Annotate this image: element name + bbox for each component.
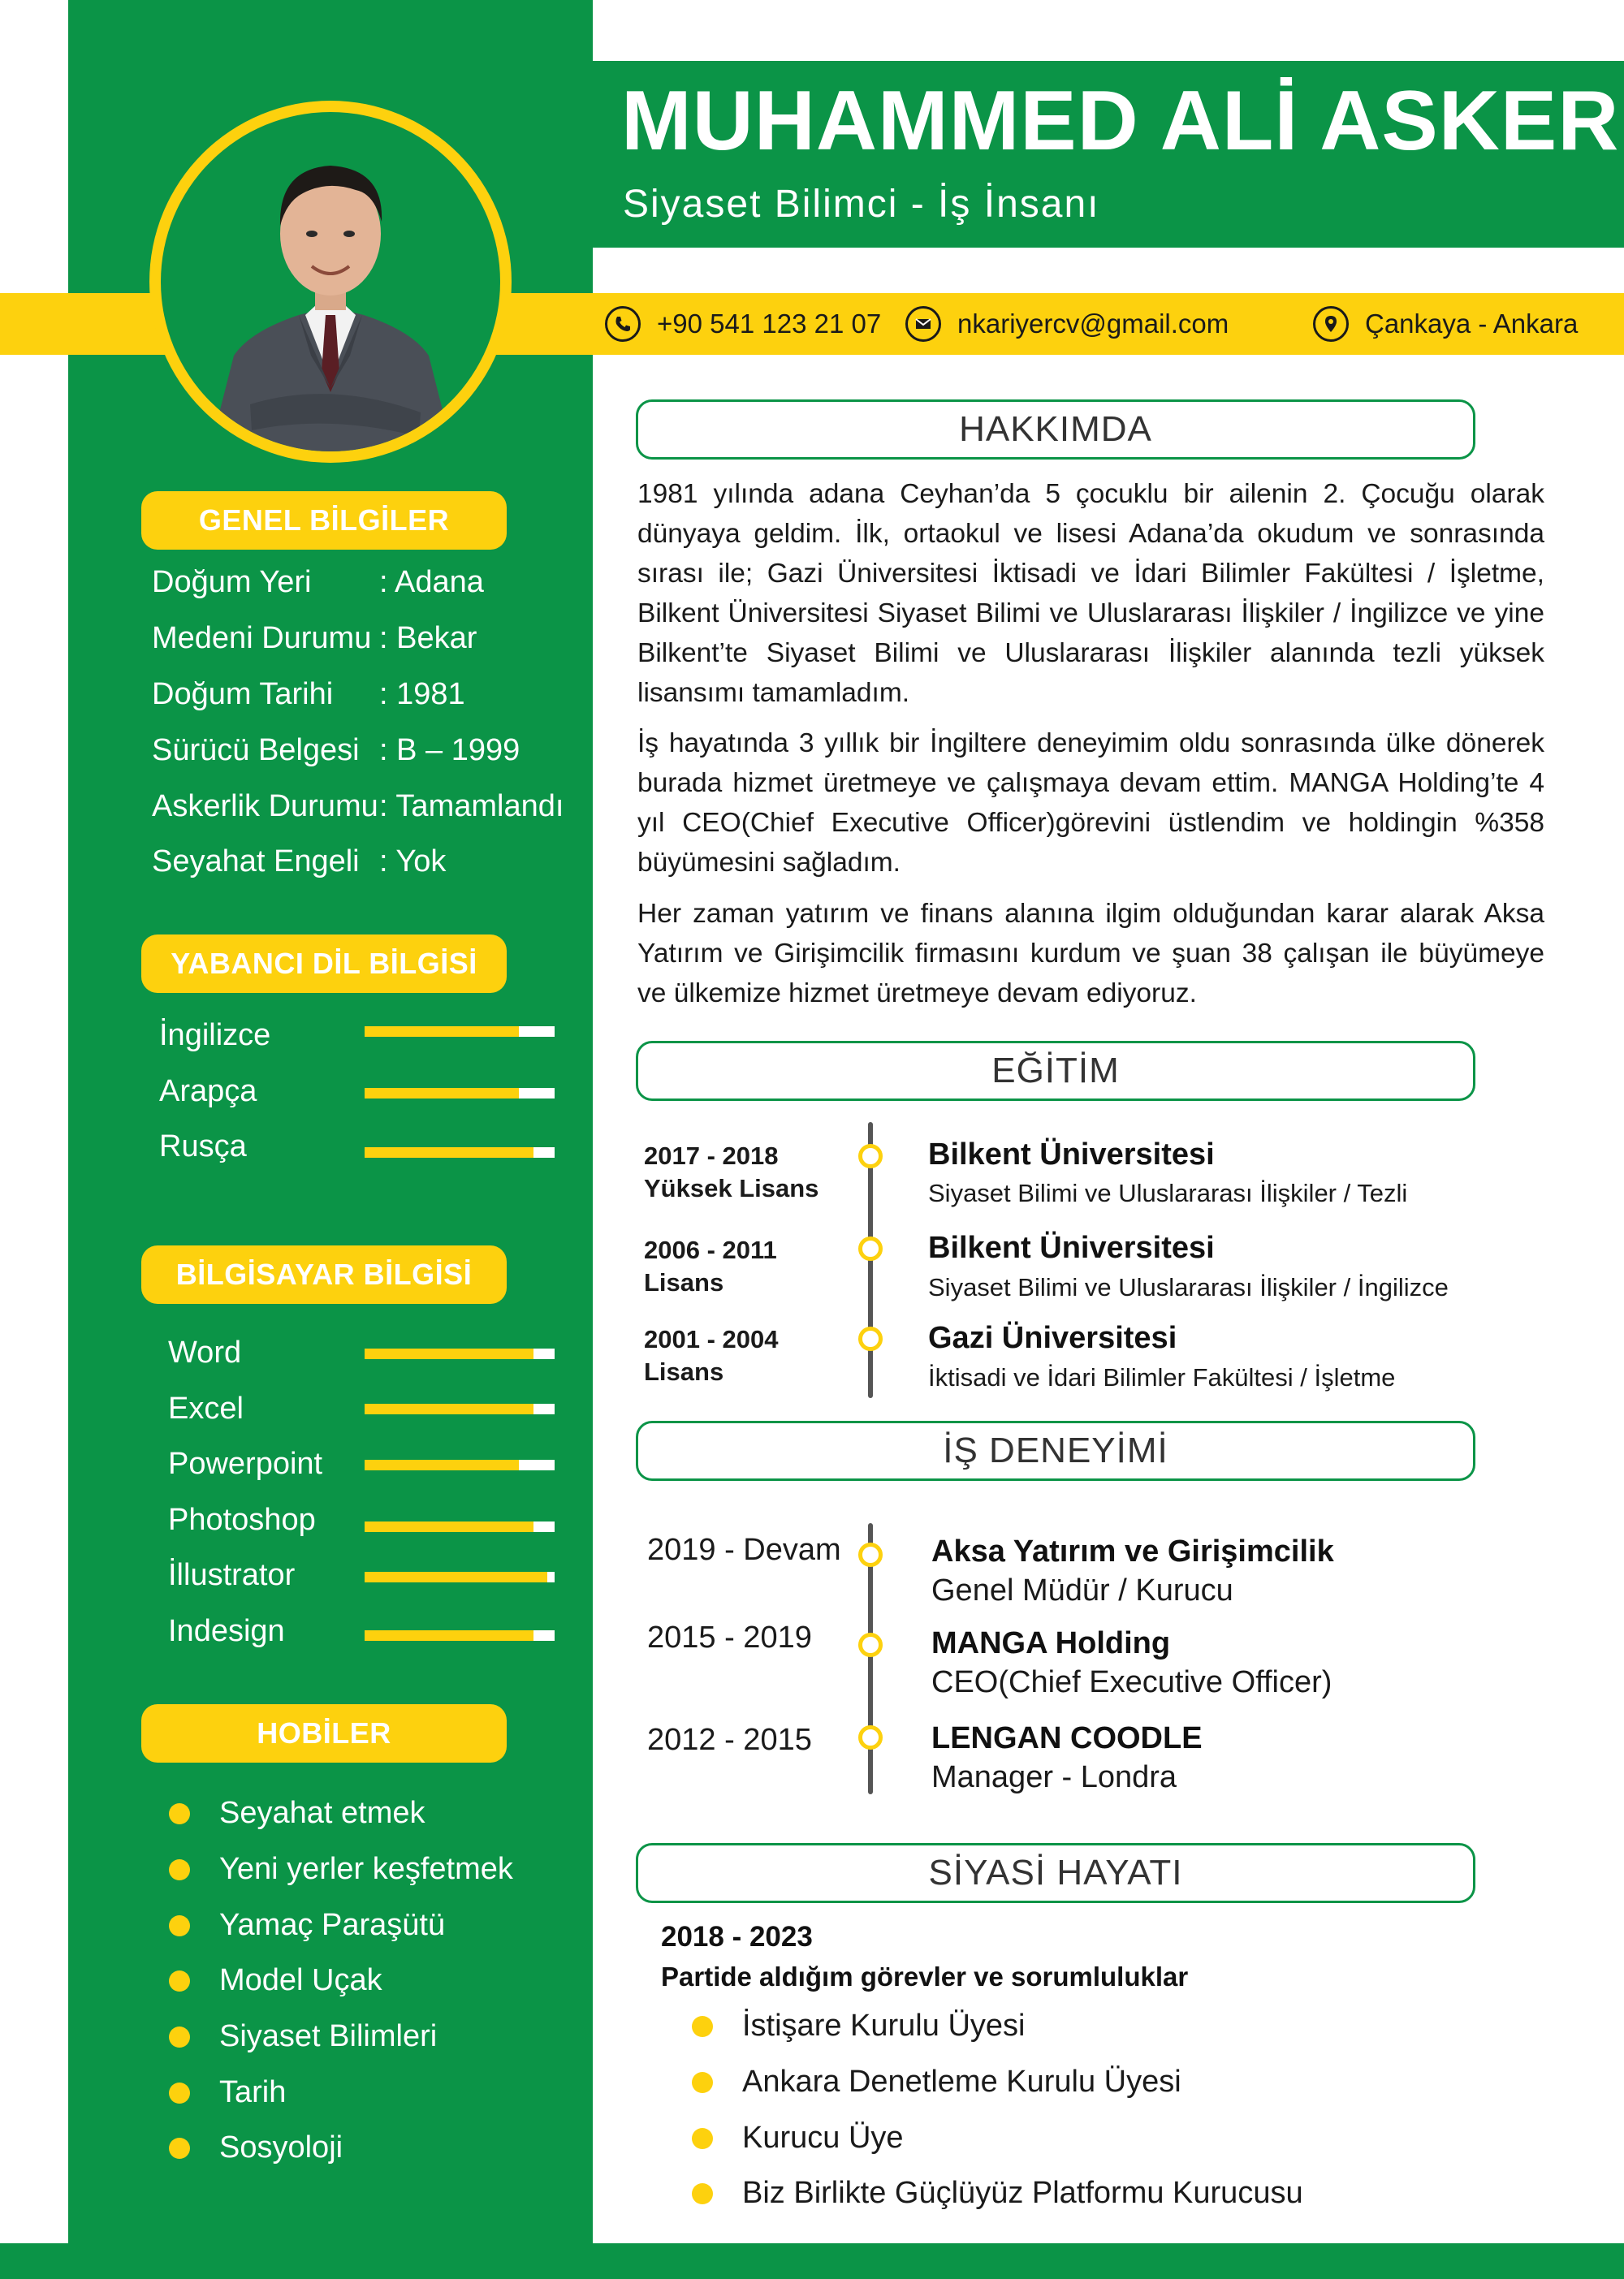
- political-dates: 2018 - 2023: [661, 1921, 813, 1953]
- info-row-marital-status: Medeni Durumu : Bekar: [152, 621, 477, 655]
- envelope-icon: [905, 306, 941, 342]
- phone-icon: [605, 306, 641, 342]
- hobby-item: Yeni yerler keşfetmek: [169, 1852, 513, 1887]
- political-life-heading: SİYASİ HAYATI: [636, 1843, 1475, 1903]
- about-paragraph: İş hayatında 3 yıllık bir İngiltere deneyimim oldu sonrasında ülke dönerek burada hizmet üretmeye ve çalışmaya devam ettim. MANGA Holding’te 4 yıl CEO(Chief Executive Officer)görevini üstlendim ve holdingin %358 büyümesini sağladım.: [637, 728, 1544, 878]
- political-role-item: Kurucu Üye: [692, 2121, 904, 2156]
- software-level-fill: [365, 1404, 533, 1414]
- map-pin-icon: [1313, 306, 1349, 342]
- about-heading: HAKKIMDA: [636, 399, 1475, 460]
- bullet-dot: [692, 2128, 713, 2149]
- language-label: Arapça: [159, 1074, 257, 1108]
- language-level-fill: [365, 1147, 533, 1158]
- languages-heading: YABANCI DİL BİLGİSİ: [141, 934, 507, 993]
- political-role-item: İstişare Kurulu Üyesi: [692, 2009, 1025, 2044]
- political-description: Partide aldığım görevler ve sorumluluklar: [661, 1962, 1189, 1992]
- contact-location: [1313, 303, 1578, 345]
- info-row-travel-restriction: Seyahat Engeli : Yok: [152, 844, 447, 878]
- hobby-item: Tarih: [169, 2075, 286, 2110]
- hobby-item: Siyaset Bilimleri: [169, 2019, 437, 2054]
- bullet-dot: [692, 2183, 713, 2204]
- software-label: Indesign: [168, 1614, 285, 1648]
- job-company: LENGAN COODLE: [931, 1721, 1203, 1755]
- education-school: Gazi Üniversitesi: [928, 1321, 1177, 1355]
- job-role: CEO(Chief Executive Officer): [931, 1665, 1332, 1699]
- person-name: MUHAMMED ALİ ASKER: [621, 74, 1620, 168]
- info-row-birth-date: Doğum Tarihi : 1981: [152, 677, 465, 711]
- language-level-fill: [365, 1088, 519, 1098]
- language-label: Rusça: [159, 1129, 247, 1163]
- info-row-birthplace: Doğum Yeri : Adana: [152, 565, 484, 599]
- timeline-dot: [858, 1327, 883, 1351]
- job-role: Manager - Londra: [931, 1760, 1177, 1794]
- political-role-item: Ankara Denetleme Kurulu Üyesi: [692, 2065, 1181, 2100]
- software-level-bar: [365, 1630, 555, 1641]
- about-paragraph: Her zaman yatırım ve finans alanına ilgim olduğundan karar alarak Aksa Yatırım ve Girişimcilik firmasını kurdum ve şuan 38 çalışan ile büyümeye ve ülkemize hizmet üretmeye devam ediyoruz.: [637, 899, 1544, 1008]
- about-paragraph: 1981 yılında adana Ceyhan’da 5 çocuklu bir ailenin 2. Çocuğu olarak dünyaya geldim. İlk, ortaokul ve lisesi Adana’da okudum ve sonrasında sırası ile; Gazi Üniversitesi İktisadi ve İdari Bilimler Fakültesi / İşletme, Bilkent Üniversitesi Siyaset Bilimi ve Uluslararası İlişkiler / İngilizce ve yine Bilkent’te Siyaset Bilimi ve Uluslararası İlişkiler alanında tezli yüksek lisansımı tamamladım.: [637, 479, 1544, 708]
- bullet-dot: [169, 2083, 190, 2104]
- education-heading: EĞİTİM: [636, 1041, 1475, 1101]
- software-label: Powerpoint: [168, 1447, 323, 1481]
- bullet-dot: [169, 1915, 190, 1936]
- job-role: Genel Müdür / Kurucu: [931, 1573, 1233, 1608]
- language-level-bar: [365, 1026, 555, 1037]
- hobby-item: Sosyoloji: [169, 2130, 343, 2165]
- software-level-fill: [365, 1460, 519, 1470]
- software-label: İllustrator: [168, 1558, 296, 1592]
- contact-email[interactable]: [905, 303, 1229, 345]
- hobby-item: Model Uçak: [169, 1963, 382, 1998]
- job-dates: 2015 - 2019: [647, 1621, 812, 1655]
- hobbies-heading: HOBİLER: [141, 1704, 507, 1763]
- info-row-military-status: Askerlik Durumu: Tamamlandı: [152, 789, 564, 823]
- education-field: Siyaset Bilimi ve Uluslararası İlişkiler / İngilizce: [928, 1273, 1449, 1301]
- software-label: Photoshop: [168, 1503, 316, 1537]
- software-level-fill: [365, 1572, 547, 1582]
- info-row-driving-license: Sürücü Belgesi : B – 1999: [152, 733, 520, 767]
- phone-number: +90 541 123 21 07: [657, 309, 882, 339]
- bullet-dot: [169, 2026, 190, 2048]
- computer-skills-heading: BİLGİSAYAR BİLGİSİ: [141, 1245, 507, 1304]
- job-company: MANGA Holding: [931, 1626, 1171, 1660]
- timeline-dot: [858, 1543, 883, 1567]
- political-role-item: Biz Birlikte Güçlüyüz Platformu Kurucusu: [692, 2176, 1303, 2211]
- software-label: Excel: [168, 1392, 244, 1426]
- bottom-bar: [0, 2243, 1624, 2279]
- job-dates: 2012 - 2015: [647, 1723, 812, 1757]
- language-level-bar: [365, 1088, 555, 1098]
- hobby-item: Yamaç Paraşütü: [169, 1908, 445, 1943]
- software-level-bar: [365, 1460, 555, 1470]
- contact-phone[interactable]: [605, 303, 881, 345]
- hobby-item: Seyahat etmek: [169, 1796, 425, 1831]
- profile-photo: [161, 112, 500, 451]
- location-text: Çankaya - Ankara: [1365, 309, 1579, 339]
- job-company: Aksa Yatırım ve Girişimcilik: [931, 1534, 1334, 1569]
- education-dates: 2017 - 2018 Yüksek Lisans: [644, 1142, 819, 1202]
- bullet-dot: [692, 2016, 713, 2037]
- education-dates: 2001 - 2004 Lisans: [644, 1325, 779, 1386]
- timeline-dot: [858, 1237, 883, 1261]
- software-level-bar: [365, 1349, 555, 1359]
- education-field: İktisadi ve İdari Bilimler Fakültesi / İşletme: [928, 1363, 1396, 1392]
- software-level-bar: [365, 1404, 555, 1414]
- language-label: İngilizce: [159, 1018, 271, 1052]
- education-school: Bilkent Üniversitesi: [928, 1137, 1215, 1172]
- bullet-dot: [169, 1970, 190, 1992]
- person-title: Siyaset Bilimci - İş İnsanı: [623, 183, 1100, 226]
- language-level-bar: [365, 1147, 555, 1158]
- bullet-dot: [169, 1859, 190, 1880]
- education-field: Siyaset Bilimi ve Uluslararası İlişkiler / Tezli: [928, 1179, 1408, 1207]
- timeline-dot: [858, 1633, 883, 1657]
- general-info-heading: GENEL BİLGİLER: [141, 491, 507, 550]
- bullet-dot: [169, 2138, 190, 2159]
- timeline-dot: [858, 1725, 883, 1750]
- software-level-bar: [365, 1572, 555, 1582]
- language-level-fill: [365, 1026, 519, 1037]
- experience-heading: İŞ DENEYİMİ: [636, 1421, 1475, 1481]
- software-level-bar: [365, 1521, 555, 1532]
- education-school: Bilkent Üniversitesi: [928, 1231, 1215, 1265]
- email-address: nkariyercv@gmail.com: [957, 309, 1229, 339]
- software-level-fill: [365, 1349, 533, 1359]
- bullet-dot: [692, 2072, 713, 2093]
- timeline-dot: [858, 1144, 883, 1168]
- education-dates: 2006 - 2011 Lisans: [644, 1236, 777, 1297]
- job-dates: 2019 - Devam: [647, 1533, 841, 1567]
- software-label: Word: [168, 1336, 242, 1370]
- software-level-fill: [365, 1521, 533, 1532]
- software-level-fill: [365, 1630, 533, 1641]
- person-portrait-icon: [161, 112, 500, 451]
- bullet-dot: [169, 1803, 190, 1824]
